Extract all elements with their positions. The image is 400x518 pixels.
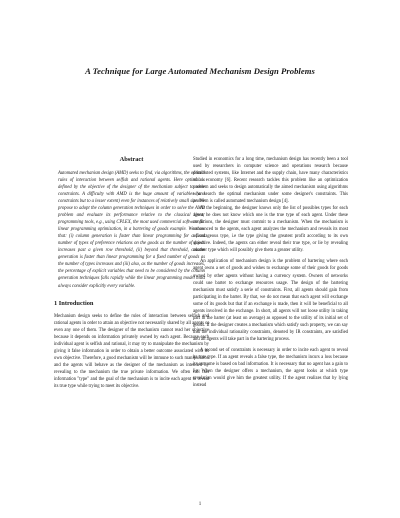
intro-paragraph: At the beginning, the designer knows only the list of possibles types for each agent, he does not know which one is the true type of each agent. Under these conditions, the designer must commit to a mechanism. When the mechanism is announced to the agents, each agent analyzes the mechanism and reveals its most advantageous type, i.e the type giving the greatest profit according to its own objective. Indeed, the agents can either reveal their true type, or lie by revealing another type which will possibly give them a greater utility. — [193, 206, 348, 254]
intro-paragraph: A second set of constraints is necessary in order to incite each agent to reveal its true type. If an agent reveals a false type, the mechanism incurs a loss because its outcome is based on bad information. It is necessary that no agent has a gain to lie. When the designer offers a mechanism, the agent looks at which type revelation would give him the greatest utility. If the agent realizes that by lying instead — [193, 347, 348, 388]
left-column — [54, 156, 209, 390]
right-column — [193, 156, 348, 389]
paper-title: A Technique for Large Automated Mechanism Design Problems — [85, 66, 315, 76]
intro-paragraph: Studied in economics for a long time, mechanism design has recently been a tool used by researchers in computer science and operations research because distributed systems, like Internet and the supply chain, have many characteristics of an economy [6]. Recent research tackles this problem like an optimization problem and seeks to design automatically the aimed mechanism using algorithms who search the optimal mechanism under some designer's constraints. This problem is called automated mechanism design [4]. — [193, 157, 348, 205]
abstract-heading: Abstract — [119, 156, 144, 163]
abstract-text: Automated mechanism design (AMD) seeks to find, via algorithms, the optimal rules of interaction between selfish and rational agents. Here optimal is defined by the objective of the designer of the mechanism subject to some constraints. A difficulty with AMD is the huge amount of variables (and constraints but to a lesser extent) even for instances of relatively small size. We propose to adopt the column generation techniques in order to solve the AMD problem and evaluate its performance relative to the classical linear programming tools, e.g., using CPLEX, the most used commercial software for linear programming optimization, in a bartering of goods example. We show that: (i) column generation is faster than linear programming for a fixed number of types of preference relations on the goods as the number of goods increases past a given row threshold, (ii) beyond that threshold, column generation is faster than linear programming for a fixed number of goods as the number of types increases and (iii) also, as the number of goods increases, the percentage of explicit variables that need to be considered by the column generation techniques falls rapidly while the linear programming model must always consider explicitly every variable. — [58, 171, 205, 289]
section-heading-introduction: 1 Introduction — [54, 299, 94, 307]
intro-paragraph: An application of mechanism design is the problem of bartering where each agent owns a set of goods and wishes to exchange some of their goods for goods owned by other agents without having a currency system. Owners of networks could use barter to exchange resources usage. The design of the bartering mechanism must satisfy a serie of constraints. First, all agents should gain from participating in the barter. By that, we do not mean that each agent will exchange some of its goods but that if an exchange is made, then it will be beneficial to all agents involved in the exchange. In short, all agents will not loose utility in taking part in the barter (at least on average) as opposed to the utility of its initial set of goods. If the designer creates a mechanism which satisfy such property, we can say that the individual rationality constraints, denoted by IR constraints, are satisfied and all agents will take part in the bartering process. — [193, 259, 348, 342]
intro-paragraph: Mechanism design seeks to define the rules of interaction between selfish and rational agents in order to attain an objective not necessarily shared by all agents or even any one of them. The designer of the mechanism cannot read her objective because it depends on information privately owned by each agent. Because each individual agent is selfish and rational, it may try to manipulate the mechanism by giving it false information in order to obtain a better outcome associated with its own objective. Therefore, a good mechanism will be immune to such manipulation and the agents will behave as the designer of the mechanism as intended by revealing to the mechanism the true private information. We often call this information "type" and the goal of the mechanism is to incite each agent to reveal its true type while trying to meet its objective. — [54, 313, 209, 389]
page-number: 1 — [198, 502, 202, 507]
